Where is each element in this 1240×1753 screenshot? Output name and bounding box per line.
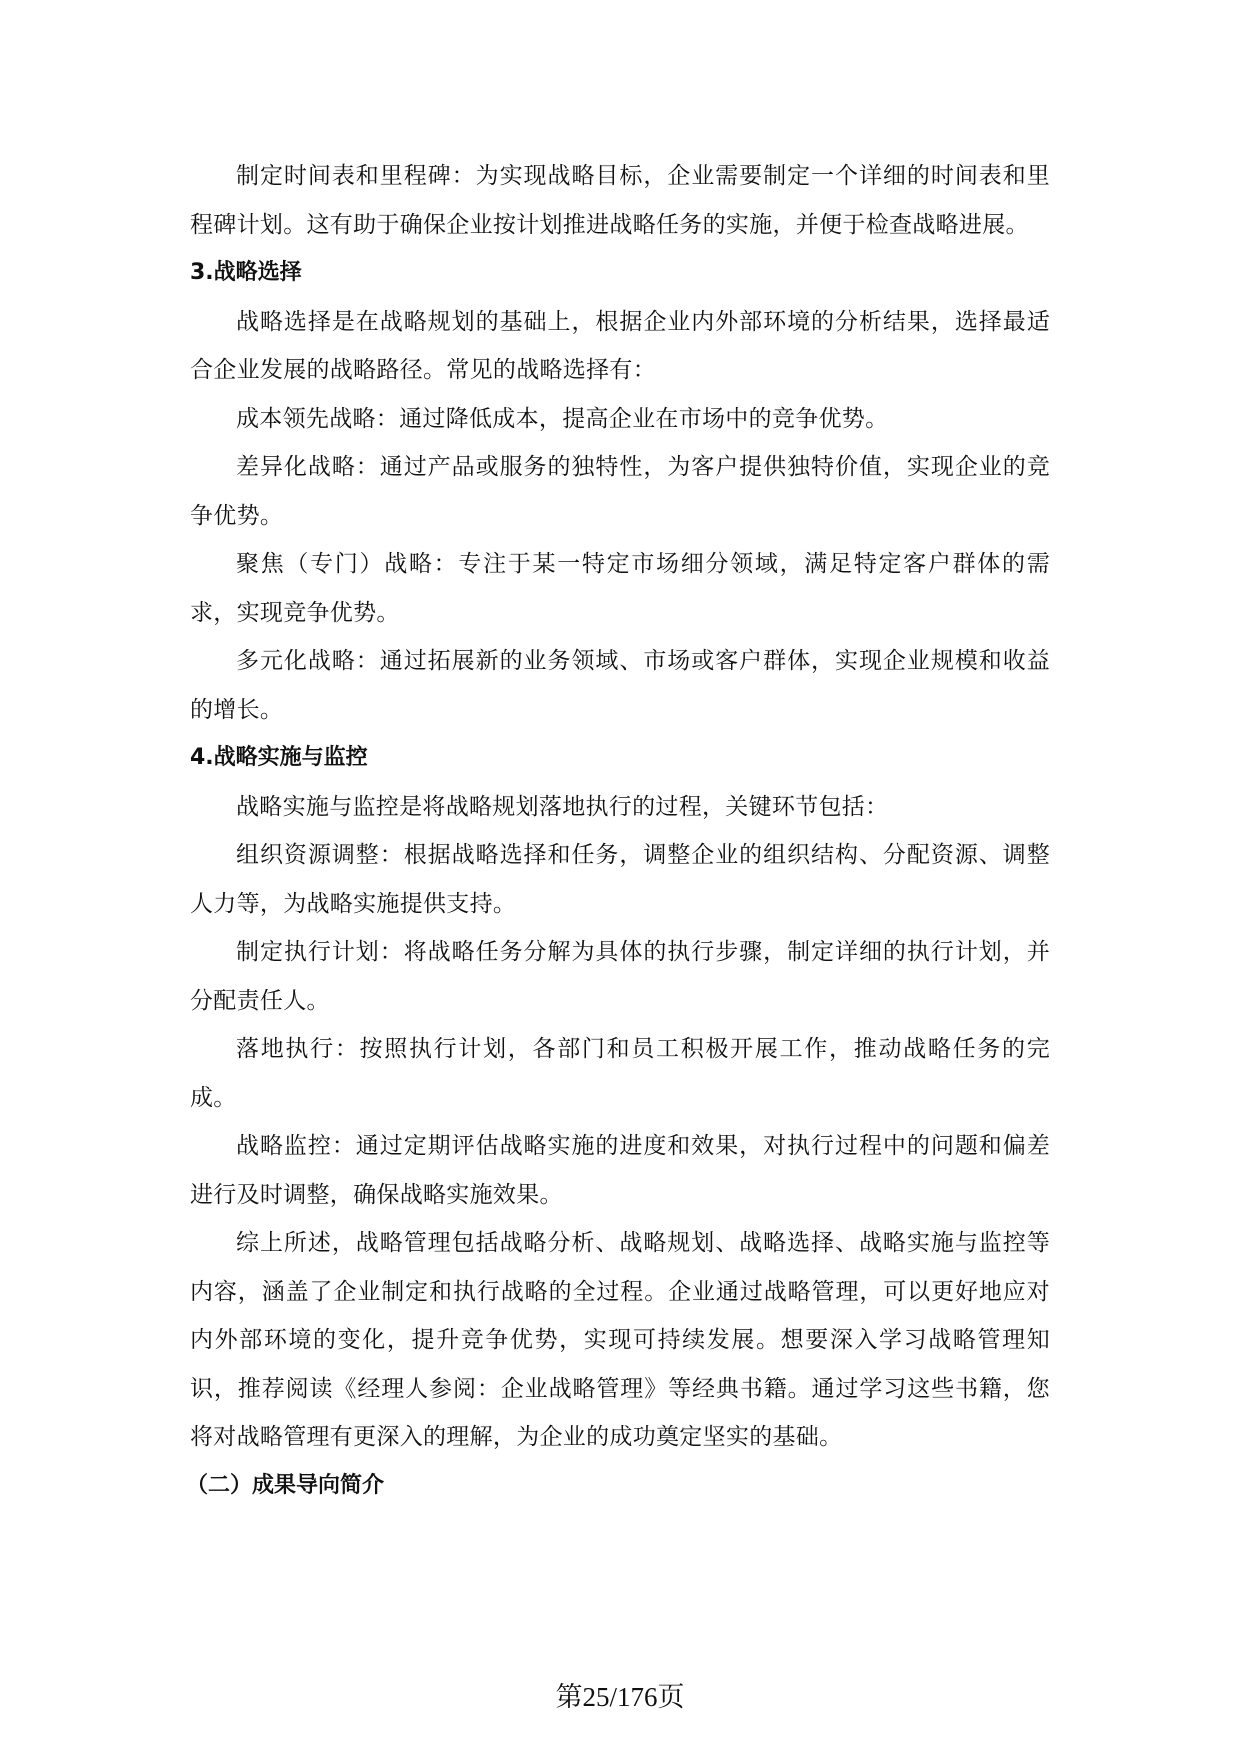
- paragraph-diversification: 多元化战略：通过拓展新的业务领域、市场或客户群体，实现企业规模和收益的增长。: [190, 648, 1050, 723]
- paragraph-focus-strategy: 聚焦（专门）战略：专注于某一特定市场细分领域，满足特定客户群体的需求，实现竞争优势。: [190, 551, 1050, 626]
- paragraph-resource-adjustment: 组织资源调整：根据战略选择和任务，调整企业的组织结构、分配资源、调整人力等，为战略实施提供支持。: [190, 842, 1050, 917]
- paragraph-strategy-selection-intro: 战略选择是在战略规划的基础上，根据企业内外部环境的分析结果，选择最适合企业发展的战略路径。常见的战略选择有：: [190, 308, 1050, 383]
- paragraph-implementation-intro: 战略实施与监控是将战略规划落地执行的过程，关键环节包括：: [236, 793, 889, 820]
- heading-strategy-selection: 3.战略选择: [190, 260, 302, 285]
- paragraph-timeline-milestones: 制定时间表和里程碑：为实现战略目标，企业需要制定一个详细的时间表和里程碑计划。这有助于确保企业按计划推进战略任务的实施，并便于检查战略进展。: [190, 163, 1050, 238]
- paragraph-differentiation: 差异化战略：通过产品或服务的独特性，为客户提供独特价值，实现企业的竞争优势。: [190, 454, 1050, 529]
- paragraph-execution: 落地执行：按照执行计划，各部门和员工积极开展工作，推动战略任务的完成。: [190, 1036, 1050, 1111]
- paragraph-strategy-monitoring: 战略监控：通过定期评估战略实施的进度和效果，对执行过程中的问题和偏差进行及时调整，确保战略实施效果。: [190, 1133, 1050, 1208]
- paragraph-cost-leadership: 成本领先战略：通过降低成本，提高企业在市场中的竞争优势。: [236, 405, 889, 432]
- heading-strategy-implementation: 4.战略实施与监控: [190, 745, 368, 770]
- document-body: [186, 152, 1050, 1510]
- paragraph-summary: 综上所述，战略管理包括战略分析、战略规划、战略选择、战略实施与监控等内容，涵盖了企业制定和执行战略的全过程。企业通过战略管理，可以更好地应对内外部环境的变化，提升竞争优势，实现可持续发展。想要深入学习战略管理知识，推荐阅读《经理人参阅：企业战略管理》等经典书籍。通过学习这些书籍，您将对战略管理有更深入的理解，为企业的成功奠定坚实的基础。: [190, 1230, 1050, 1450]
- page-number: 第25/176页: [555, 1682, 685, 1712]
- paragraph-execution-plan: 制定执行计划：将战略任务分解为具体的执行步骤，制定详细的执行计划，并分配责任人。: [190, 939, 1050, 1014]
- heading-results-orientation: （二）成果导向简介: [186, 1472, 385, 1498]
